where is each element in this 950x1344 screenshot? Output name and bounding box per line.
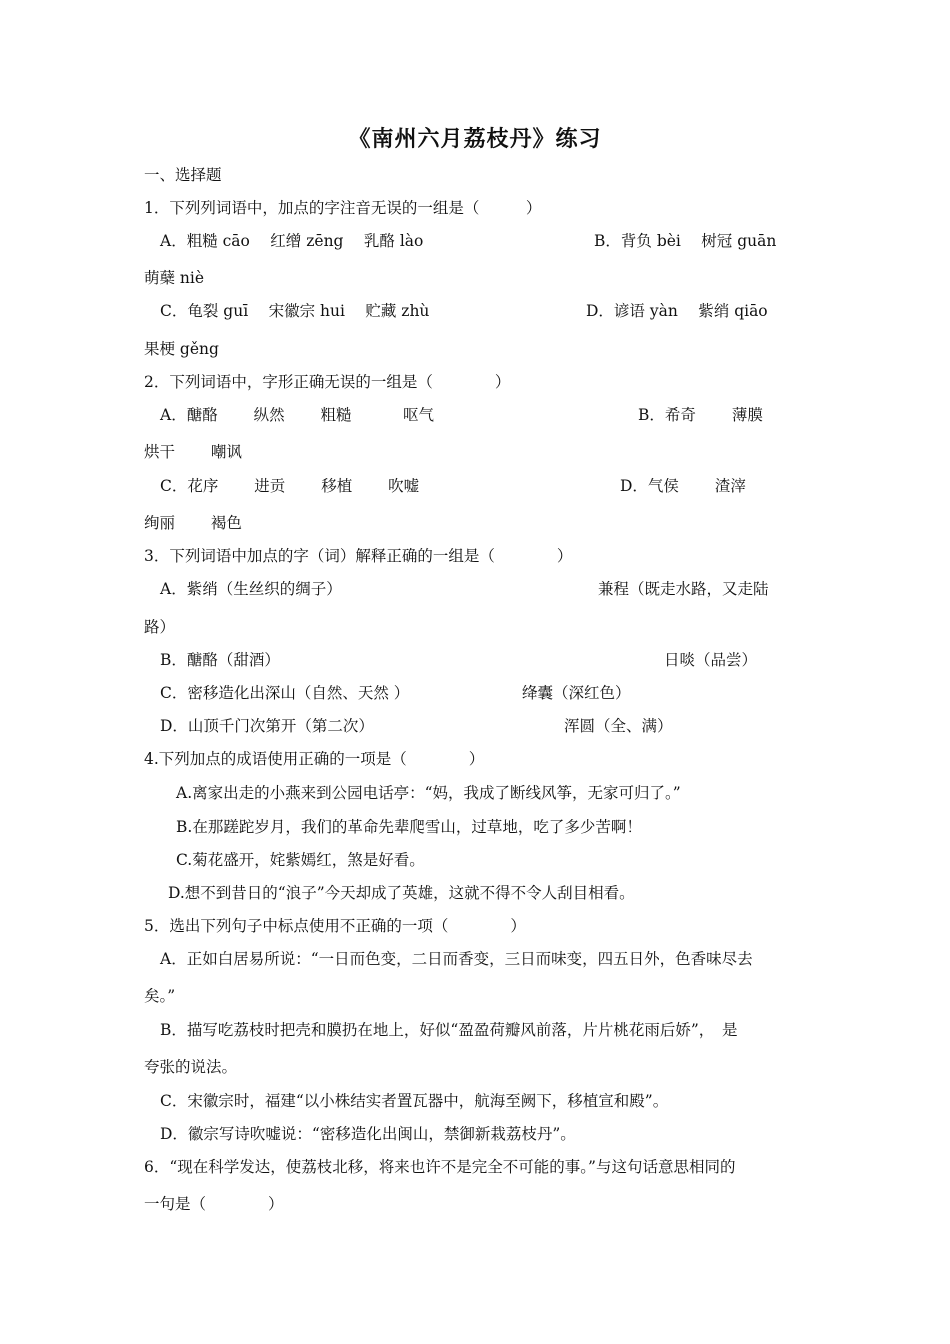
q3-option-c-second: 绛囊（深红色） bbox=[522, 684, 631, 702]
q4-option-a: A.离家出走的小燕来到公园电话亭：“妈，我成了断线风筝，无家可归了。” bbox=[176, 784, 681, 802]
q2-option-a: A．醣酪 纵然 粗糙 呕气 bbox=[160, 406, 434, 424]
q1-option-a: A．粗糙 cāo 红缯 zēng 乳酪 lào bbox=[160, 232, 424, 250]
q5-stem: 5．选出下列句子中标点使用不正确的一项（ ） bbox=[144, 917, 526, 935]
q3-option-b-second: 日啖（品尝） bbox=[664, 651, 758, 669]
q2-option-d: D．气侯 渣滓 bbox=[620, 477, 746, 495]
q4-option-c: C.菊花盛开，姹紫嫣红，煞是好看。 bbox=[176, 851, 425, 869]
q5-option-c: C．宋徽宗时，福建“以小株结实者置瓦器中，航海至阙下，移植宣和殿”。 bbox=[160, 1092, 669, 1110]
q3-option-a-cont: 路） bbox=[144, 618, 176, 636]
section-heading: 一、选择题 bbox=[144, 166, 222, 184]
q5-option-a-cont: 矣。” bbox=[144, 987, 176, 1005]
q1-option-b-cont: 萌蘖 niè bbox=[144, 269, 205, 287]
q2-option-d-cont: 绚丽 褐色 bbox=[144, 514, 242, 532]
q6-stem-cont: 一句是（ ） bbox=[144, 1195, 284, 1213]
q2-option-c: C．花序 进贡 移植 吹嘘 bbox=[160, 477, 420, 495]
page-title: 《南州六月荔枝丹》练习 bbox=[348, 126, 602, 152]
q2-option-b-cont: 烘干 嘲讽 bbox=[144, 443, 242, 461]
q2-stem: 2．下列词语中，字形正确无误的一组是（ ） bbox=[144, 373, 511, 391]
q1-option-d: D．谚语 yàn 紫绡 qiāo bbox=[586, 302, 768, 320]
q4-option-d: D.想不到昔日的“浪子”今天却成了英雄，这就不得不令人刮目相看。 bbox=[168, 884, 635, 902]
q3-stem: 3．下列词语中加点的字（词）解释正确的一组是（ ） bbox=[144, 547, 573, 565]
q3-option-b: B．醣酪（甜酒） bbox=[160, 651, 280, 669]
q3-option-a-second: 兼程（既走水路，又走陆 bbox=[598, 580, 769, 598]
q5-option-a: A．正如白居易所说：“一日而色变，二日而香变，三日而味变，四五日外，色香味尽去 bbox=[160, 950, 753, 968]
q1-option-d-cont: 果梗 gěng bbox=[144, 340, 219, 358]
q1-option-b: B．背负 bèi 树冠 guān bbox=[594, 232, 777, 250]
q5-option-b-cont: 夸张的说法。 bbox=[144, 1058, 238, 1076]
q3-option-d-second: 浑圆（全、满） bbox=[564, 717, 673, 735]
q5-option-d: D．徽宗写诗吹嘘说：“密移造化出闽山，禁御新栽荔枝丹”。 bbox=[160, 1125, 576, 1143]
q4-stem: 4.下列加点的成语使用正确的一项是（ ） bbox=[144, 750, 485, 768]
q3-option-a: A．紫绡（生丝织的绸子） bbox=[160, 580, 342, 598]
q3-option-d: D．山顶千门次第开（第二次） bbox=[160, 717, 374, 735]
q4-option-b: B.在那蹉跎岁月，我们的革命先辈爬雪山，过草地，吃了多少苦啊！ bbox=[176, 818, 642, 836]
q3-option-c: C．密移造化出深山（自然、天然 ） bbox=[160, 684, 410, 702]
q6-stem: 6．“现在科学发达，使荔枝北移，将来也许不是完全不可能的事。”与这句话意思相同的 bbox=[144, 1158, 736, 1176]
q1-stem: 1．下列列词语中，加点的字注音无误的一组是（ ） bbox=[144, 199, 542, 217]
q5-option-b: B．描写吃荔枝时把壳和膜扔在地上，好似“盈盈荷瓣风前落，片片桃花雨后娇”， 是 bbox=[160, 1021, 738, 1039]
q2-option-b: B．希奇 薄膜 bbox=[638, 406, 763, 424]
q1-option-c: C．龟裂 guī 宋徽宗 hui 贮藏 zhù bbox=[160, 302, 430, 320]
